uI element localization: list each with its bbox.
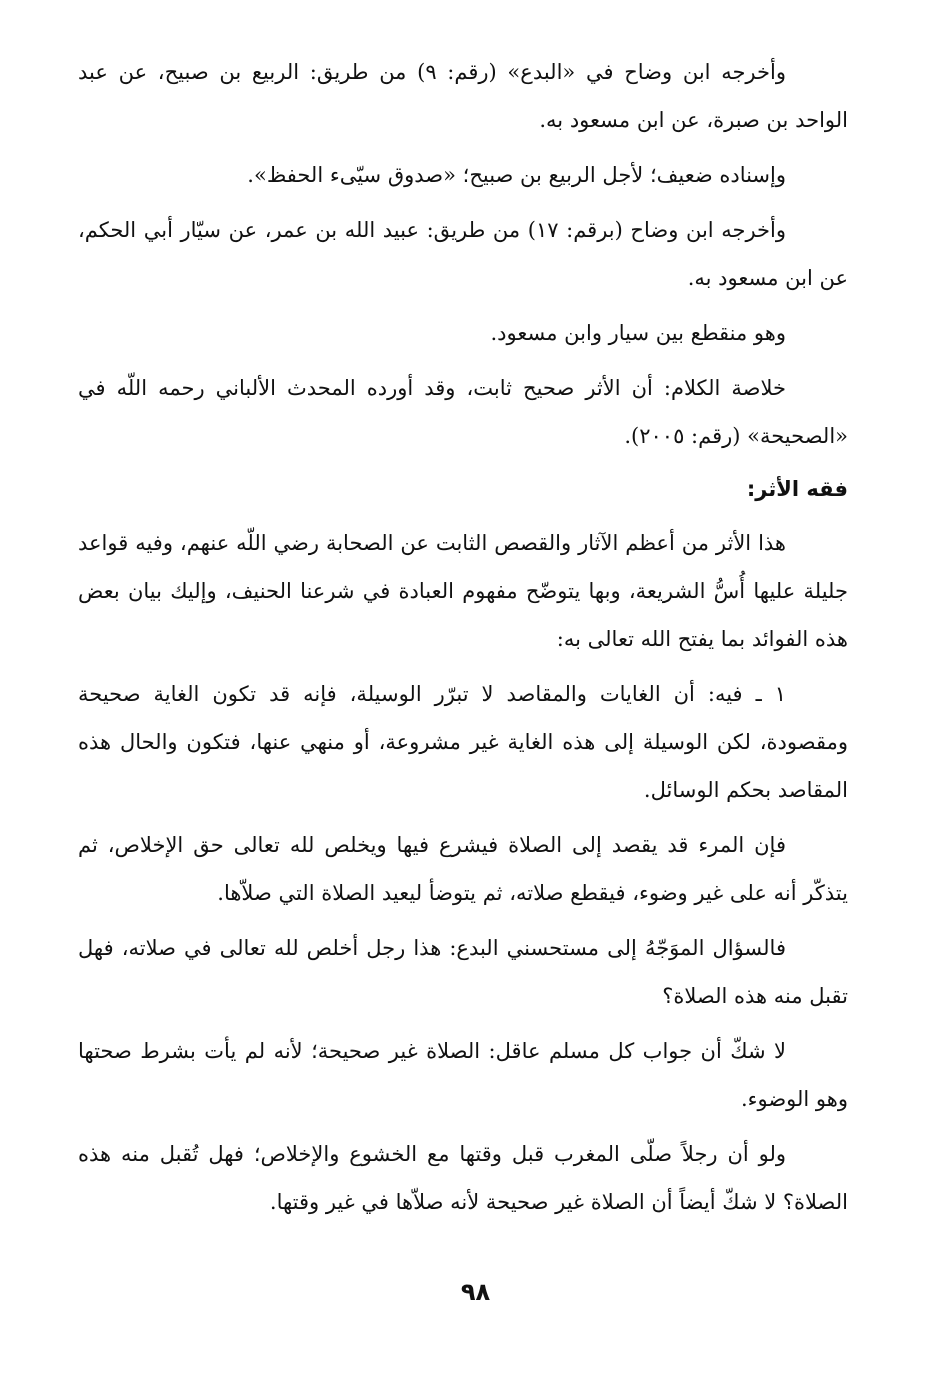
paragraph-answer: لا شكّ أن جواب كل مسلم عاقل: الصلاة غير صحيحة؛ لأنه لم يأت بشرط صحتها وهو الوضوء.: [78, 1039, 848, 1111]
paragraph-ibn-waddah-ubaydullah: وأخرجه ابن وضاح (برقم: ١٧) من طريق: عبيد الله بن عمر، عن سيّار أبي الحكم، عن ابن مسعود به.: [78, 218, 848, 290]
paragraph-question: فالسؤال الموَجّهُ إلى مستحسني البدع: هذا رجل أخلص لله تعالى في صلاته، فهل تقبل منه هذه الصلاة؟: [78, 936, 848, 1008]
paragraph-summary: خلاصة الكلام: أن الأثر صحيح ثابت، وقد أورده المحدث الألباني رحمه اللّه في «الصحيحة» (رقم: ٢٠٠٥).: [78, 376, 848, 448]
section-heading-fiqh: فقه الأثر:: [746, 477, 848, 501]
page-number: ٩٨: [460, 1278, 491, 1306]
paragraph-prayer-example: فإن المرء قد يقصد إلى الصلاة فيشرع فيها ويخلص لله تعالى حق الإخلاص، ثم يتذكّر أنه على غير وضوء، فيقطع صلاته، ثم يتوضأ ليعيد الصلاة التي صلاّها.: [78, 833, 848, 905]
paragraph-munqati: وهو منقطع بين سيار وابن مسعود.: [490, 321, 786, 345]
paragraph-isnad-weak: وإسناده ضعيف؛ لأجل الربيع بن صبيح؛ «صدوق سيّىء الحفظ».: [247, 163, 786, 187]
paragraph-ibn-waddah-rabi: وأخرجه ابن وضاح في «البدع» (رقم: ٩) من طريق: الربيع بن صبيح، عن عبد الواحد بن صبرة، عن ابن مسعود به.: [78, 60, 848, 132]
paragraph-point-one: ١ ـ فيه: أن الغايات والمقاصد لا تبرّر الوسيلة، فإنه قد تكون الغاية صحيحة ومقصودة، لكن الوسيلة إلى هذه الغاية غير مشروعة، أو منهي عنها، فتكون والحال هذه المقاصد بحكم الوسائل.: [78, 682, 848, 802]
page-body: [78, 48, 848, 1233]
paragraph-fiqh-intro: هذا الأثر من أعظم الآثار والقصص الثابت عن الصحابة رضي اللّه عنهم، وفيه قواعد جليلة عليها أُسُّ الشريعة، وبها يتوضّح مفهوم العبادة في شرعنا الحنيف، وإليك بيان بعض هذه الفوائد بما يفتح الله تعالى به:: [78, 531, 848, 651]
paragraph-maghrib-example: ولو أن رجلاً صلّى المغرب قبل وقتها مع الخشوع والإخلاص؛ فهل تُقبل منه هذه الصلاة؟ لا شكّ أيضاً أن الصلاة غير صحيحة لأنه صلاّها في غير وقتها.: [78, 1142, 848, 1214]
